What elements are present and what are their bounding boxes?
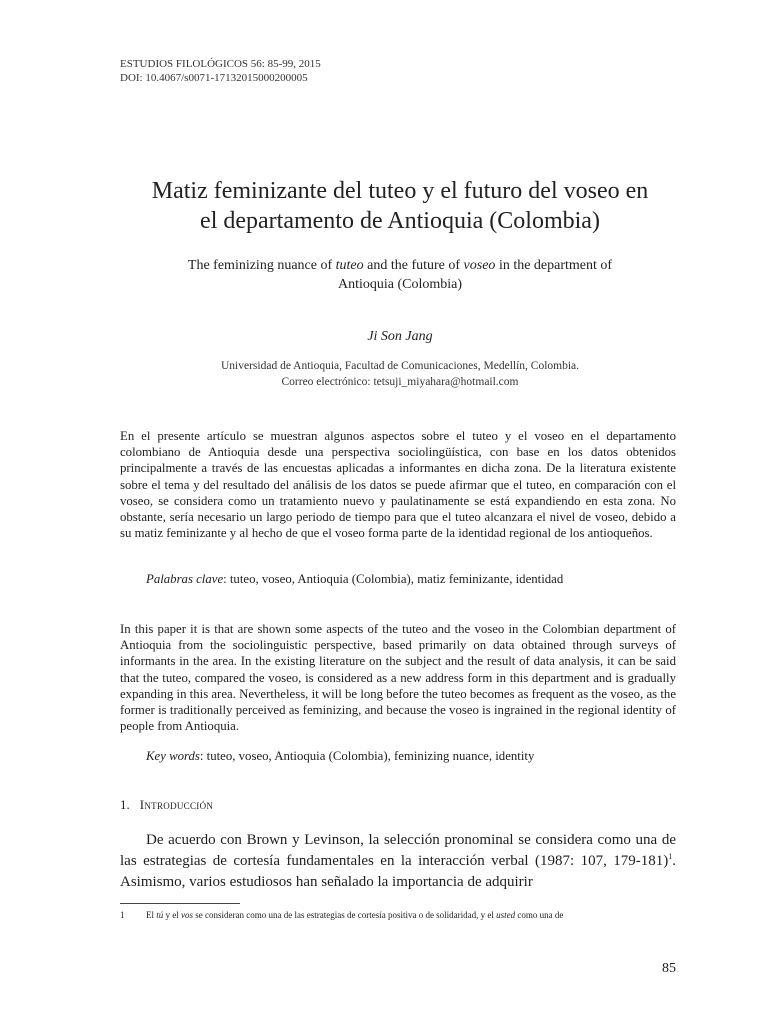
section-heading (120, 797, 213, 813)
footnote-term-tu: tú (156, 910, 164, 920)
keywords-spanish (146, 571, 676, 587)
doi: DOI: 10.4067/s0071-17132015000200005 (120, 72, 308, 84)
body-text-1: De acuerdo con Brown y Levinson, la selección pronominal se considera como una de las estrategias de cortesía fundamentales en la interacción verbal (1987: 107, 179-181) (120, 832, 676, 869)
footnote-reference: 1 (668, 852, 673, 861)
section-number: 1. (120, 797, 130, 812)
subtitle-text-1: The feminizing nuance of (187, 258, 336, 273)
subtitle-text-2: and the future of (363, 258, 464, 273)
author-name: Ji Son Jang (367, 329, 433, 344)
affiliation-email: Correo electrónico: tetsuji_miyahara@hotmail.com (281, 376, 519, 388)
journal-citation: ESTUDIOS FILOLÓGICOS 56: 85-99, 2015 (120, 58, 321, 70)
subtitle-term-voseo: voseo (463, 258, 496, 273)
footnote-term-vos: vos (181, 910, 194, 920)
subtitle-term-tuteo: tuteo (335, 258, 364, 273)
body-paragraph (120, 830, 676, 893)
keywords-english-label: Key words (146, 749, 200, 763)
footnote (120, 909, 680, 921)
author-affiliation (100, 358, 700, 390)
footnote-number: 1 (120, 910, 125, 920)
keywords-spanish-text: : tuteo, voseo, Antioquia (Colombia), matiz feminizante, identidad (223, 572, 564, 586)
section-title: Introducción (139, 797, 214, 812)
footnote-divider (120, 903, 240, 904)
page-number: 85 (662, 961, 676, 976)
english-title-line-1 (100, 256, 700, 275)
title-line-2: el departamento de Antioquia (Colombia) (200, 208, 600, 234)
english-title (100, 256, 700, 294)
footnote-text-3: se consideran como una de las estrategias de cortesía positiva o de solidaridad, y el (193, 910, 497, 920)
paper-title (80, 176, 720, 236)
subtitle-text-3: in the department of (495, 258, 613, 273)
keywords-english (146, 748, 676, 764)
footnote-term-usted: usted (496, 910, 516, 920)
body-text-2: . Asimismo, varios estudiosos han señalado la importancia de adquirir (120, 853, 676, 890)
title-line-1: Matiz feminizante del tuteo y el futuro del voseo en (151, 178, 649, 204)
keywords-spanish-label: Palabras clave (146, 572, 224, 586)
keywords-english-text: : tuteo, voseo, Antioquia (Colombia), feminizing nuance, identity (199, 749, 535, 763)
footnote-text-2: y el (163, 910, 182, 920)
abstract-english: In this paper it is that are shown some aspects of the tuteo and the voseo in the Colombian department of Antioquia from the sociolinguistic perspective, based primarily on data obtained through surveys of informants in the area. In the existing literature on the subject and the result of data analysis, it can be said that the tuteo, compared the voseo, is considered as a new address form in this department and is gradually expanding in this area. Nevertheless, it will be long before the tuteo becomes as frequent as the voseo, as the former is traditionally perceived as feminizing, and because the voseo is ingrained in the regional identity of people from Antioquia. (120, 622, 676, 734)
journal-header (120, 57, 321, 85)
footnote-text-1: El (146, 910, 157, 920)
affiliation-institution: Universidad de Antioquia, Facultad de Comunicaciones, Medellín, Colombia. (220, 360, 580, 372)
abstract-spanish: En el presente artículo se muestran algunos aspectos sobre el tuteo y el voseo en el departamento colombiano de Antioquia desde una perspectiva sociolingüística, con base en los datos obtenidos principalmente a través de las encuestas aplicadas a informantes en dicha zona. De la literatura existente sobre el tema y del resultado del análisis de los datos se puede afirmar que el tuteo, en comparación con el voseo, se considera como un tratamiento nuevo y paulatinamente se está expandiendo en esta zona. No obstante, sería necesario un largo periodo de tiempo para que el tuteo alcanzara el nivel de voseo, debido a su matiz feminizante y al hecho de que el voseo forma parte de la identidad regional de los antioqueños. (120, 429, 676, 541)
english-title-line-2: Antioquia (Colombia) (337, 277, 463, 292)
footnote-text-4: como una de (515, 910, 564, 920)
